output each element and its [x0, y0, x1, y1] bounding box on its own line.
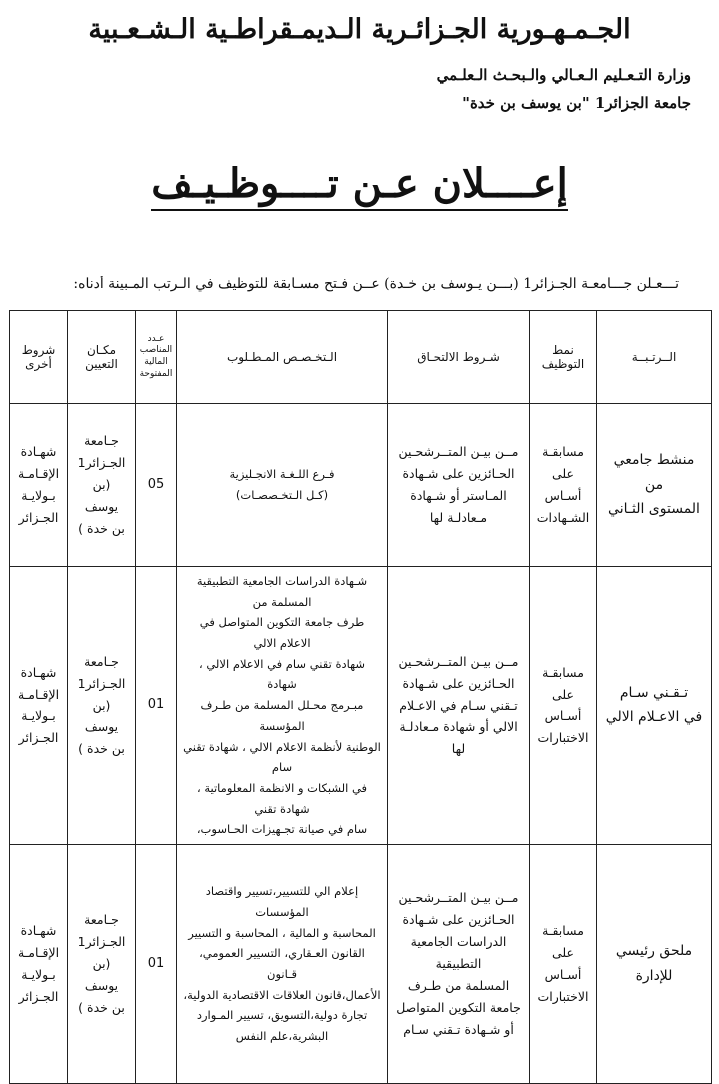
- column-header-place: مكـان التعيين: [68, 311, 136, 404]
- specialty-cell: إعلام الي للتسيير،تسيير واقتصاد المؤسسات المحاسبة و المالية ، المحاسبة و التسيير القانون العـقاري، التسيير العمومي، قـانون الأعمال،قانون العلاقات الاقتصادية الدولية، تجارة دولية،التسويق، تسيير المـوارد البشرية،علم النفس: [177, 844, 388, 1083]
- posts-cell: 01: [136, 567, 177, 845]
- positions-table: [9, 310, 712, 1084]
- specialty-cell: فـرع اللـغـة الانجـليزية (كـل الـتخـصصـات): [177, 404, 388, 567]
- table-row: [10, 567, 712, 845]
- mode-cell: مسابقـة على أسـاس الشـهادات: [530, 404, 597, 567]
- intro-paragraph: تـــعـلن جـــامعـة الجـزائر1 (بـــن يـوسف بن خـدة) عــن فـتح مسـابقة للتوظيف في الـرتب المـبينة أدناه:: [73, 276, 679, 292]
- conditions-cell: مــن بيـن المتــرشحـين الحـائزين على شـهادة المـاستر أو شـهادة مـعادلـة لها: [388, 404, 530, 567]
- mode-cell: مسابقـة على أسـاس الاختبارات: [530, 567, 597, 845]
- column-header-posts: عـدد المناصب المالية المفتوحة: [136, 311, 177, 404]
- column-header-other: شروط أخرى: [10, 311, 68, 404]
- column-header-rank: الــرتـبــة: [597, 311, 712, 404]
- rank-cell: ملحق رئيسي للإدارة: [597, 844, 712, 1083]
- republic-heading: الجـمـهـورية الجـزائـرية الـديمـقراطـية الـشـعـبية: [88, 14, 631, 45]
- place-cell: جـامعة الجـزائر1 (بن يوسف بن خدة ): [68, 404, 136, 567]
- ministry-name: وزارة التـعـليم الـعـالي والـبحـث الـعلـمي: [436, 66, 691, 84]
- table-row: [10, 844, 712, 1083]
- announcement-title-text: إعــــلان عـن تــــوظـيـف: [151, 160, 567, 211]
- specialty-cell: شـهادة الدراسات الجامعية التطبيقية المسلمة من طرف جامعة التكوين المتواصل في الاعلام الالي شهادة تقني سام في الاعلام الالي ، شهادة مبـرمج محـلل المسلمة من طـرف المؤسسة الوطنية لأنظمة الاعلام الالي ، شهادة تقني سام في الشبكات و الانظمة المعلوماتية ، شهادة تقني سام في صيانة تجـهيزات الحـاسوب،: [177, 567, 388, 845]
- university-name: جامعة الجزائر1 "بن يوسف بن خدة": [462, 94, 691, 112]
- rank-cell: منشط جامعي من المستوى الثـاني: [597, 404, 712, 567]
- conditions-cell: مــن بيـن المتــرشحـين الحـائزين على شـهادة تـقني سـام في الاعـلام الالي أو شهادة مـعادلـة لها: [388, 567, 530, 845]
- rank-cell: تـقـني سـام في الاعـلام الالي: [597, 567, 712, 845]
- posts-cell: 05: [136, 404, 177, 567]
- table-row: [10, 404, 712, 567]
- announcement-title: [0, 160, 719, 207]
- table-header-row: [10, 311, 712, 404]
- conditions-cell: مــن بيـن المتــرشحـين الحـائزين على شـهادة الدراسات الجامعية التطبيقية المسلمة من طـرف جامعة التكوين المتواصل أو شـهادة تـقني سـام: [388, 844, 530, 1083]
- column-header-specialty: الـتخـصـص المـطـلوب: [177, 311, 388, 404]
- column-header-conditions: شـروط الالتحـاق: [388, 311, 530, 404]
- mode-cell: مسابقـة على أسـاس الاختبارات: [530, 844, 597, 1083]
- other-conditions-cell: شهـادة الإقـامـة بـولايـة الجـزائر: [10, 844, 68, 1083]
- other-conditions-cell: شهـادة الإقـامـة بـولايـة الجـزائر: [10, 404, 68, 567]
- column-header-mode: نمط التوظيف: [530, 311, 597, 404]
- posts-cell: 01: [136, 844, 177, 1083]
- place-cell: جـامعة الجـزائر1 (بن يوسف بن خدة ): [68, 844, 136, 1083]
- other-conditions-cell: شهـادة الإقـامـة بـولايـة الجـزائر: [10, 567, 68, 845]
- place-cell: جـامعة الجـزائر1 (بن يوسف بن خدة ): [68, 567, 136, 845]
